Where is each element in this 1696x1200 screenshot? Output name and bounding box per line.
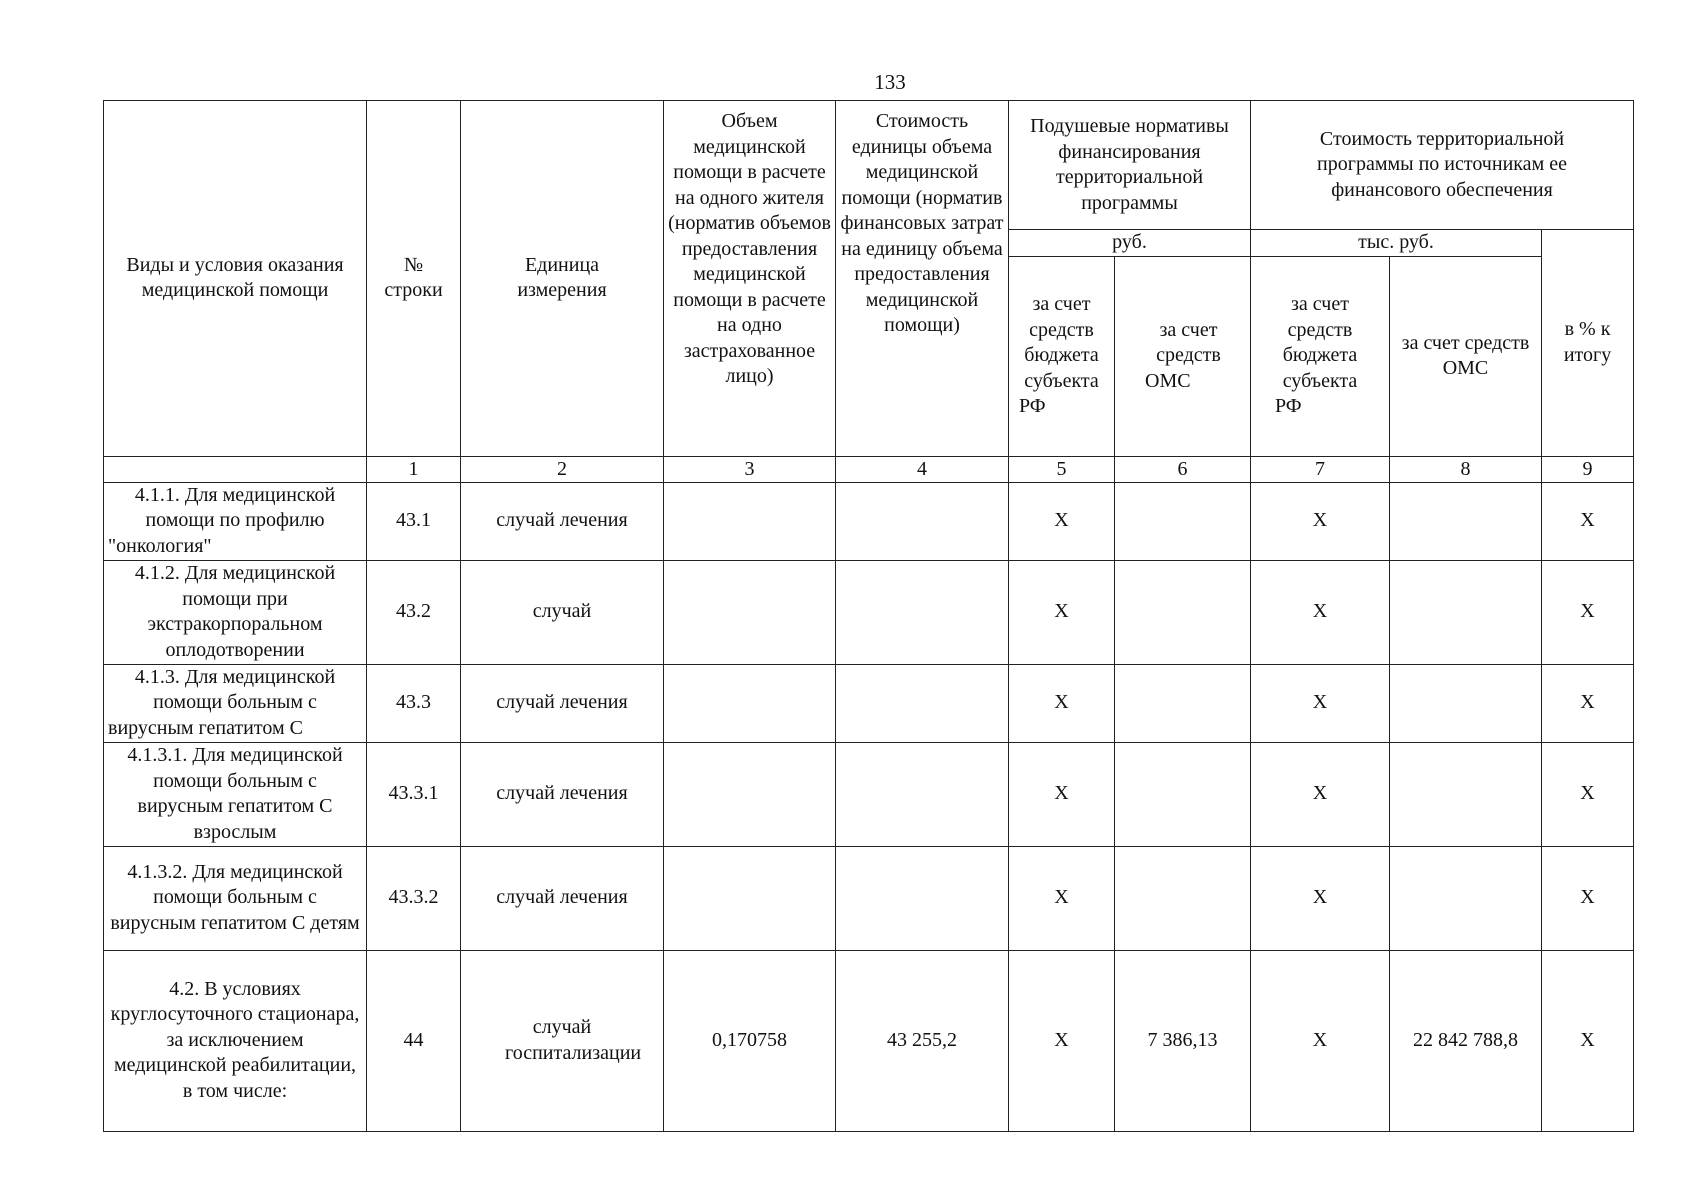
row-budget-thousand: Х (1251, 560, 1390, 664)
row-name: 4.1.3.2. Для медицинской помощи больным с вирусным гепатитом С детям (104, 846, 367, 950)
table-row (104, 664, 1634, 742)
table-row (104, 742, 1634, 846)
column-number: 7 (1251, 456, 1390, 482)
row-oms-thousand (1390, 846, 1542, 950)
row-budget-rub: Х (1009, 482, 1115, 560)
row-oms-rub (1115, 482, 1251, 560)
row-volume (664, 664, 836, 742)
row-volume: 0,170758 (664, 950, 836, 1131)
row-cost (836, 664, 1009, 742)
row-name: 4.1.1. Для медицинской помощи по профилю "онкология" (104, 482, 367, 560)
column-number: 5 (1009, 456, 1115, 482)
header-oms-thousand: за счет средств ОМС (1390, 256, 1542, 456)
table-row (104, 482, 1634, 560)
column-number: 8 (1390, 456, 1542, 482)
row-oms-rub (1115, 846, 1251, 950)
row-percent: Х (1542, 742, 1634, 846)
row-unit: случай (461, 560, 664, 664)
row-budget-thousand: Х (1251, 482, 1390, 560)
column-number-blank (104, 456, 367, 482)
row-budget-rub: Х (1009, 664, 1115, 742)
row-unit: случай госпитализации (461, 950, 664, 1131)
column-number: 3 (664, 456, 836, 482)
row-percent: Х (1542, 950, 1634, 1131)
row-number: 43.3.1 (367, 742, 461, 846)
header-program-cost: Стоимость территориальной программы по источникам ее финансового обеспечения (1251, 101, 1634, 230)
header-unit: Единица измерения (461, 101, 664, 457)
row-budget-rub: Х (1009, 846, 1115, 950)
row-volume (664, 482, 836, 560)
row-percent: Х (1542, 482, 1634, 560)
header-cost: Стоимость единицы объема медицинской помощи (норматив финансовых затрат на единицу объема предоставления медицинской помощи) (836, 101, 1009, 457)
header-unit-thousand-rub: тыс. руб. (1251, 230, 1542, 257)
row-budget-thousand: Х (1251, 742, 1390, 846)
row-budget-thousand: Х (1251, 664, 1390, 742)
row-volume (664, 742, 836, 846)
row-number: 43.3.2 (367, 846, 461, 950)
row-number: 44 (367, 950, 461, 1131)
row-cost (836, 482, 1009, 560)
column-number: 9 (1542, 456, 1634, 482)
row-volume (664, 560, 836, 664)
header-budget-rub: за счет средств бюджета субъекта РФ (1009, 256, 1115, 456)
row-name: 4.1.2. Для медицинской помощи при экстракорпоральном оплодотворении (104, 560, 367, 664)
row-cost (836, 742, 1009, 846)
header-volume: Объем медицинской помощи в расчете на одного жителя (норматив объемов предоставления медицинской помощи в расчете на одно застрахованное лицо) (664, 101, 836, 457)
row-budget-rub: Х (1009, 950, 1115, 1131)
header-oms-rub: за счет средств ОМС (1115, 256, 1251, 456)
column-number: 4 (836, 456, 1009, 482)
row-percent: Х (1542, 846, 1634, 950)
row-unit: случай лечения (461, 664, 664, 742)
row-oms-rub: 7 386,13 (1115, 950, 1251, 1131)
header-type: Виды и условия оказания медицинской помощи (104, 101, 367, 457)
row-number: 43.3 (367, 664, 461, 742)
row-volume (664, 846, 836, 950)
row-unit: случай лечения (461, 742, 664, 846)
column-number: 6 (1115, 456, 1251, 482)
header-unit-rub: руб. (1009, 230, 1251, 257)
row-number: 43.2 (367, 560, 461, 664)
row-name: 4.1.3.1. Для медицинской помощи больным с вирусным гепатитом С взрослым (104, 742, 367, 846)
row-cost (836, 846, 1009, 950)
header-budget-thousand: за счет средств бюджета субъекта РФ (1251, 256, 1390, 456)
row-cost: 43 255,2 (836, 950, 1009, 1131)
row-oms-rub (1115, 664, 1251, 742)
row-budget-thousand: Х (1251, 950, 1390, 1131)
row-oms-thousand (1390, 560, 1542, 664)
page-number: 133 (874, 70, 906, 94)
financing-table (103, 100, 1634, 1132)
header-per-capita: Подушевые нормативы финансирования территориальной программы (1009, 101, 1251, 230)
row-oms-thousand: 22 842 788,8 (1390, 950, 1542, 1131)
row-budget-rub: Х (1009, 742, 1115, 846)
row-percent: Х (1542, 560, 1634, 664)
row-name: 4.2. В условиях круглосуточного стационара, за исключением медицинской реабилитации, в том числе: (104, 950, 367, 1131)
row-oms-thousand (1390, 482, 1542, 560)
row-percent: Х (1542, 664, 1634, 742)
row-oms-thousand (1390, 664, 1542, 742)
header-percent-total: в % к итогу (1542, 230, 1634, 457)
table-row (104, 950, 1634, 1131)
table-row (104, 560, 1634, 664)
row-unit: случай лечения (461, 482, 664, 560)
row-budget-thousand: Х (1251, 846, 1390, 950)
row-cost (836, 560, 1009, 664)
row-oms-rub (1115, 560, 1251, 664)
row-name: 4.1.3. Для медицинской помощи больным с вирусным гепатитом С (104, 664, 367, 742)
row-number: 43.1 (367, 482, 461, 560)
row-oms-thousand (1390, 742, 1542, 846)
column-number: 2 (461, 456, 664, 482)
row-unit: случай лечения (461, 846, 664, 950)
column-number: 1 (367, 456, 461, 482)
row-oms-rub (1115, 742, 1251, 846)
row-budget-rub: Х (1009, 560, 1115, 664)
table-row (104, 846, 1634, 950)
header-row-no: № строки (367, 101, 461, 457)
